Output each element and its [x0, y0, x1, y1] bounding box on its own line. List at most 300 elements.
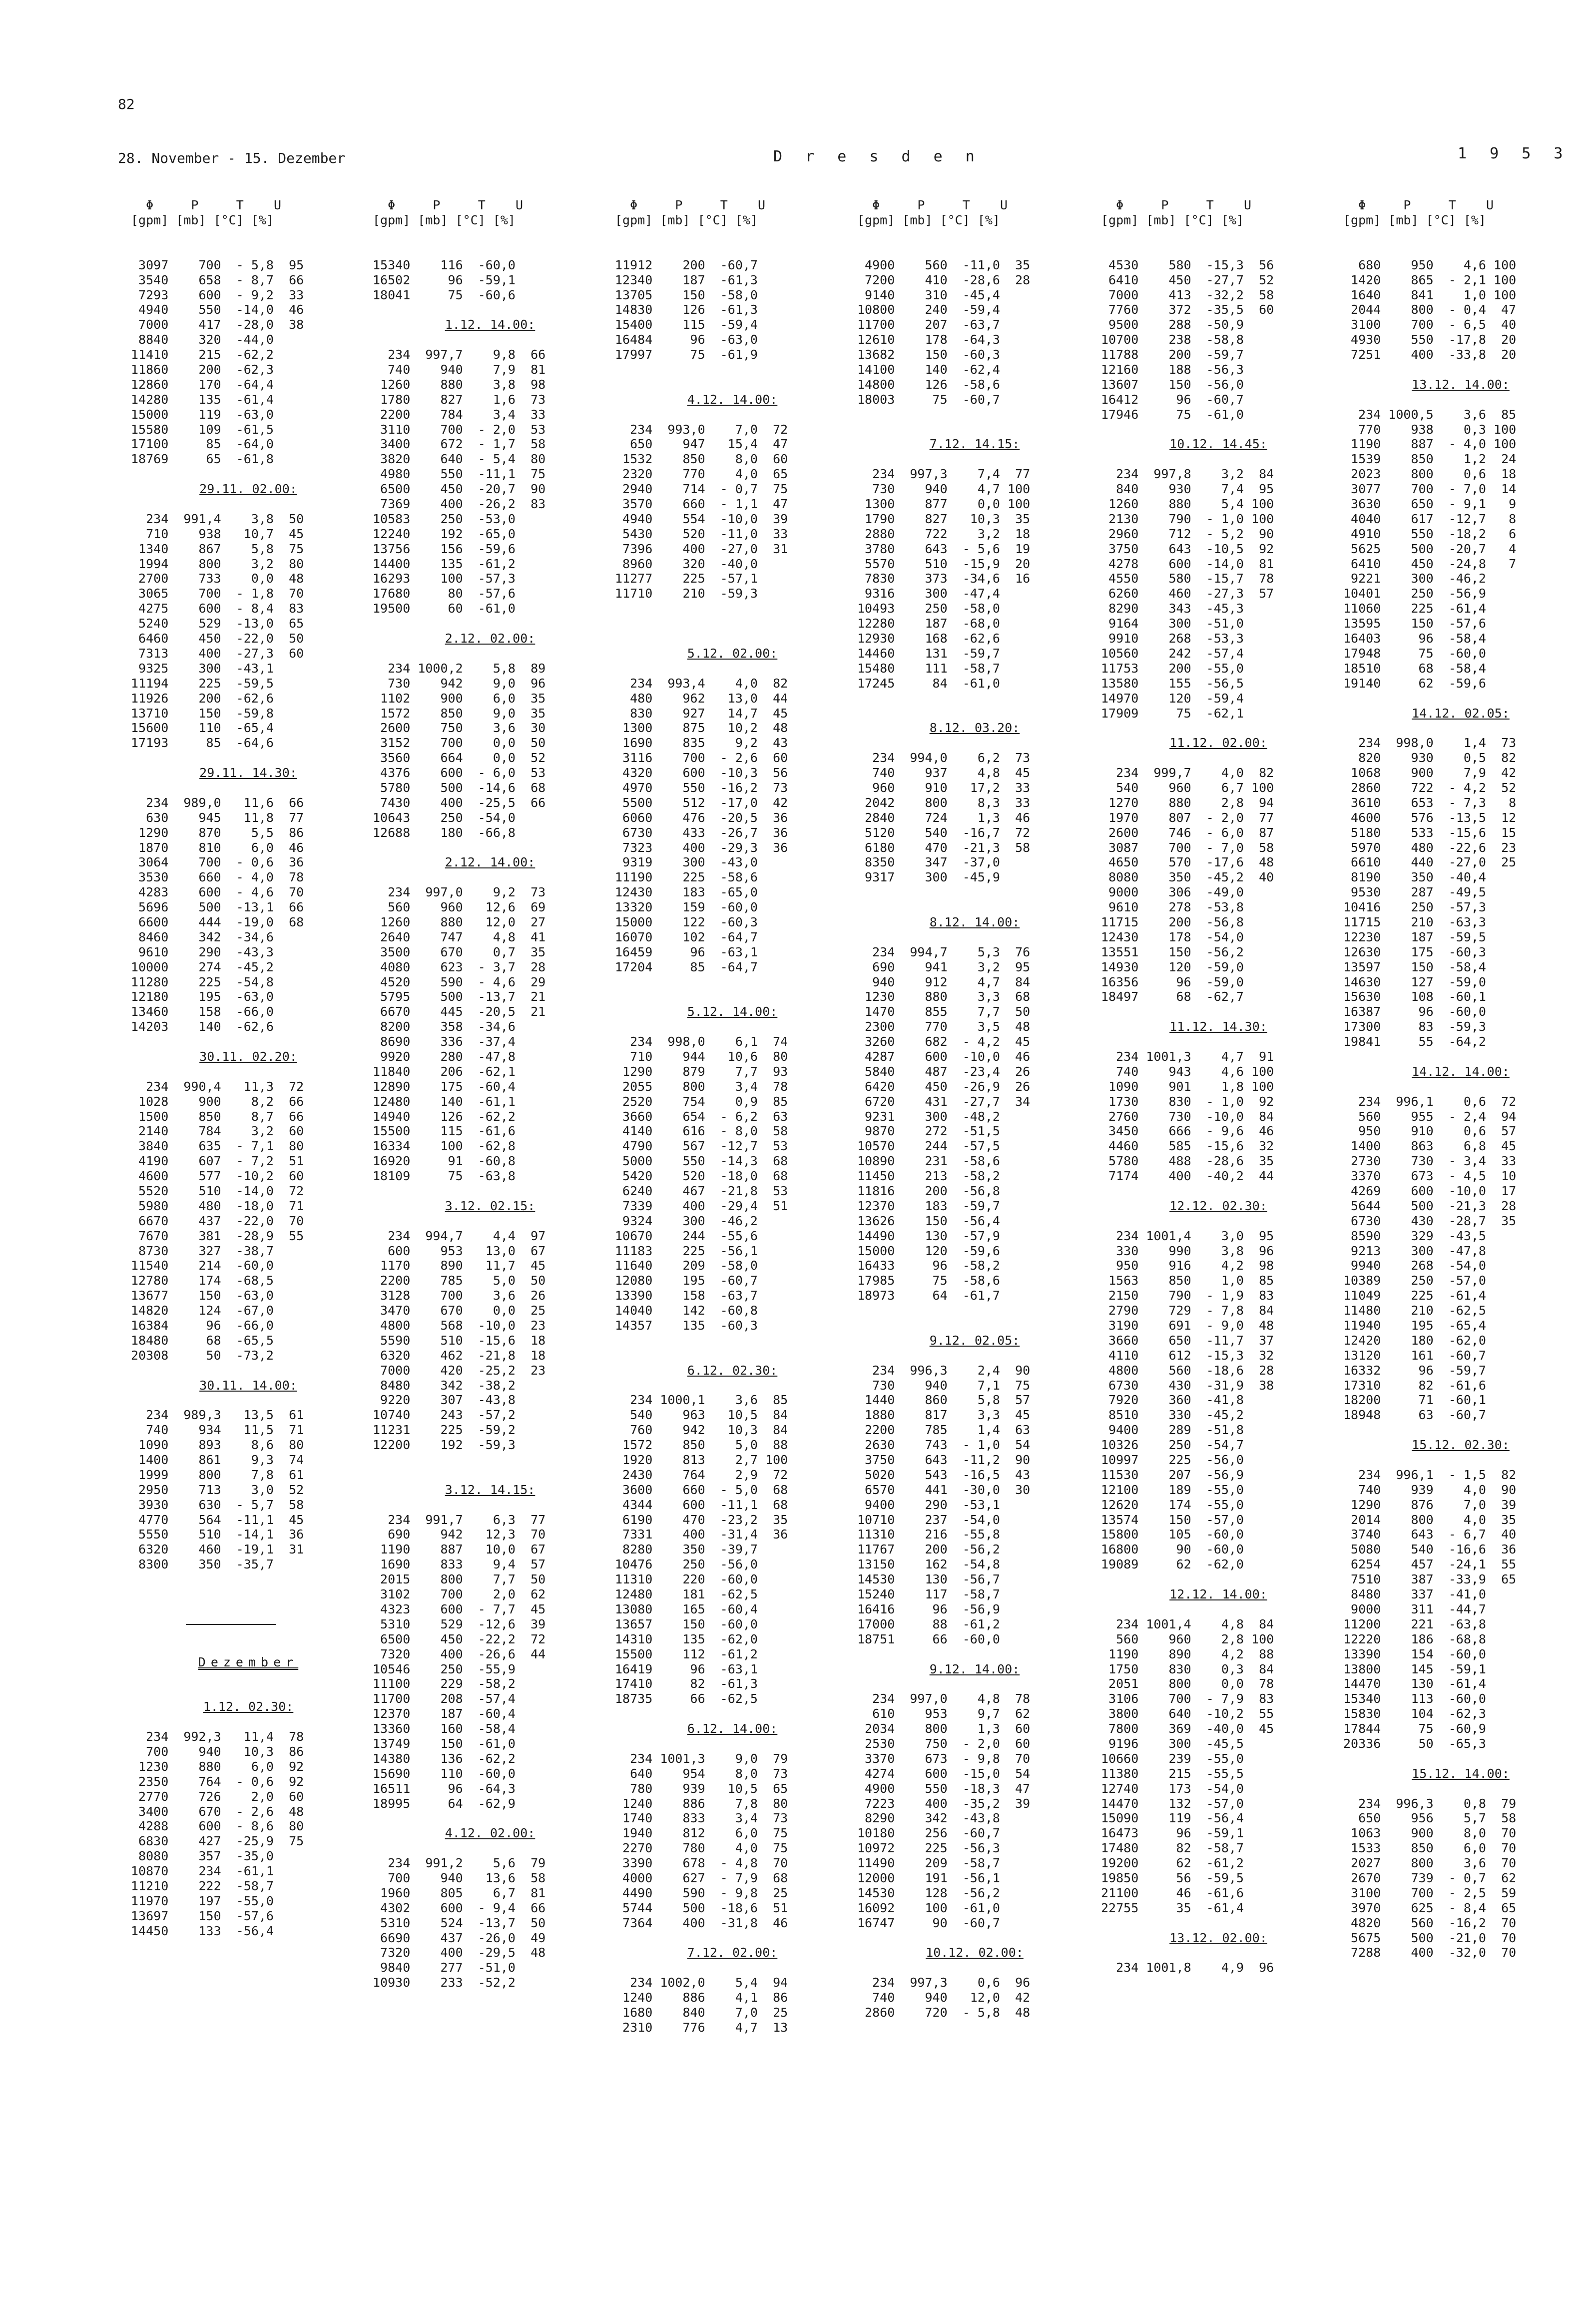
blank-line: [857, 691, 1092, 706]
blank-line: [615, 1348, 850, 1363]
data-row: 14310 135 -62,0: [615, 1631, 788, 1646]
data-row: 11700 208 -57,4: [373, 1691, 546, 1706]
data-row: 7760 372 -35,5 60: [1101, 302, 1274, 317]
data-row: 19200 62 -61,2: [1101, 1856, 1274, 1871]
data-row: 16511 96 -64,3: [373, 1781, 546, 1796]
data-row: 15480 111 -58,7: [857, 661, 1031, 676]
data-row: 234 996,1 - 1,5 82: [1343, 1467, 1517, 1482]
blank-line: [131, 751, 366, 766]
sounding-heading: 29.11. 14.30:: [199, 766, 297, 780]
data-row: 5000 550 -14,3 68: [615, 1154, 788, 1169]
blank-line: [1101, 1214, 1336, 1229]
blank-line: [1101, 1004, 1336, 1019]
data-row: 4940 550 -14,0 46: [131, 302, 304, 317]
data-row: 11767 200 -56,2: [857, 1542, 1031, 1557]
data-row: 10930 233 -52,2: [373, 1975, 546, 1990]
data-row: 13749 150 -61,0: [373, 1736, 546, 1751]
sounding-heading: 15.12. 14.00:: [1412, 1766, 1510, 1781]
data-row: 14630 127 -59,0: [1343, 974, 1517, 989]
data-row: 17410 82 -61,3: [615, 1676, 788, 1691]
data-row: 10546 250 -55,9: [373, 1661, 546, 1676]
data-row: 15690 110 -60,0: [373, 1766, 546, 1781]
data-row: 730 940 7,1 75: [857, 1378, 1031, 1393]
data-row: 234 1001,4 3,0 95: [1101, 1228, 1274, 1243]
blank-line: [373, 1811, 607, 1826]
blank-line: [1101, 1034, 1336, 1049]
data-row: 234 993,0 7,0 72: [615, 422, 788, 437]
data-row: 1470 855 7,7 50: [857, 1004, 1031, 1019]
blank-line: [373, 228, 607, 243]
data-row: 12688 180 -66,8: [373, 825, 546, 840]
data-row: 11480 210 -62,5: [1343, 1303, 1517, 1318]
data-row: 234 1002,0 5,4 94: [615, 1975, 788, 1990]
data-row: 740 943 4,6 100: [1101, 1064, 1274, 1079]
data-row: 16419 96 -63,1: [615, 1661, 788, 1676]
data-row: 1750 830 0,3 84: [1101, 1661, 1274, 1676]
data-row: 12480 140 -61,1: [373, 1094, 546, 1109]
data-row: 6190 470 -23,2 35: [615, 1512, 788, 1527]
data-row: 19500 60 -61,0: [373, 601, 546, 616]
data-row: 830 927 14,7 45: [615, 706, 788, 721]
blank-line: [1101, 1602, 1336, 1617]
data-row: 11231 225 -59,2: [373, 1423, 546, 1438]
data-row: 2310 776 4,7 13: [615, 2020, 788, 2035]
data-row: 10972 225 -56,3: [857, 1841, 1031, 1856]
data-row: 16332 96 -59,7: [1343, 1363, 1517, 1378]
data-row: 14470 132 -57,0: [1101, 1796, 1274, 1811]
data-row: 2027 800 3,6 70: [1343, 1856, 1517, 1871]
blank-line: [615, 975, 850, 990]
sounding-heading: 4.12. 02.00:: [445, 1826, 535, 1841]
data-row: 3400 670 - 2,6 48: [131, 1804, 304, 1819]
data-row: 1300 875 10,2 48: [615, 721, 788, 736]
data-row: 2015 800 7,7 50: [373, 1572, 546, 1587]
data-row: 16092 100 -61,0: [857, 1900, 1031, 1915]
data-row: 2200 785 5,0 50: [373, 1273, 546, 1288]
data-row: 18109 75 -63,8: [373, 1169, 546, 1184]
data-row: 11970 197 -55,0: [131, 1893, 304, 1908]
data-row: 4650 570 -17,6 48: [1101, 855, 1274, 870]
data-row: 1730 830 - 1,0 92: [1101, 1094, 1274, 1109]
data-row: 2130 790 - 1,0 100: [1101, 511, 1274, 526]
data-row: 11788 200 -59,7: [1101, 347, 1274, 362]
data-row: 10670 244 -55,6: [615, 1228, 788, 1243]
sounding-heading: 15.12. 02.30:: [1412, 1438, 1510, 1453]
blank-line: [373, 243, 607, 258]
data-row: 8480 337 -41,0: [1343, 1587, 1517, 1602]
sounding-heading: 7.12. 02.00:: [687, 1945, 778, 1960]
data-row: 2150 790 - 1,9 83: [1101, 1288, 1274, 1303]
data-row: 11100 229 -58,2: [373, 1676, 546, 1691]
sounding-heading: 13.12. 14.00:: [1412, 377, 1510, 392]
blank-line: [131, 1714, 366, 1729]
data-row: 1563 850 1,0 85: [1101, 1273, 1274, 1288]
data-row: 234 994,0 6,2 73: [857, 751, 1031, 766]
data-row: 2960 712 - 5,2 90: [1101, 526, 1274, 541]
data-row: 5120 540 -16,7 72: [857, 825, 1031, 840]
data-row: 10416 250 -57,3: [1343, 900, 1517, 915]
data-row: 17310 82 -61,6: [1343, 1378, 1517, 1393]
data-row: 17300 83 -59,3: [1343, 1019, 1517, 1034]
data-row: 9164 300 -51,0: [1101, 616, 1274, 631]
data-row: 10583 250 -53,0: [373, 511, 546, 526]
blank-line: [857, 885, 1092, 900]
data-row: 5980 480 -18,0 71: [131, 1198, 304, 1213]
data-row: 610 953 9,7 62: [857, 1706, 1031, 1721]
data-row: 16800 90 -60,0: [1101, 1542, 1274, 1557]
data-row: 19850 56 -59,5: [1101, 1870, 1274, 1885]
data-row: 13574 150 -57,0: [1101, 1512, 1274, 1527]
data-row: 18769 65 -61,8: [131, 452, 304, 467]
blank-line: [1343, 1423, 1578, 1438]
data-row: 16387 96 -60,0: [1343, 1004, 1517, 1019]
data-row: 4980 550 -11,1 75: [373, 467, 546, 482]
data-row: 630 945 11,8 77: [131, 810, 304, 825]
data-row: 18497 68 -62,7: [1101, 989, 1274, 1004]
data-row: 13626 150 -56,4: [857, 1213, 1031, 1228]
data-row: 234 991,7 6,3 77: [373, 1512, 546, 1527]
data-row: 9870 272 -51,5: [857, 1124, 1031, 1139]
data-row: 2670 739 - 0,7 62: [1343, 1870, 1517, 1885]
data-row: 1960 805 6,7 81: [373, 1885, 546, 1900]
data-row: 9231 300 -48,2: [857, 1109, 1031, 1124]
sounding-heading: 6.12. 02.30:: [687, 1363, 778, 1378]
data-row: 2430 764 2,9 72: [615, 1467, 788, 1482]
data-row: 330 990 3,8 96: [1101, 1243, 1274, 1258]
data-row: 14100 140 -62,4: [857, 362, 1031, 377]
data-row: 8300 350 -35,7: [131, 1557, 304, 1572]
data-row: 13657 150 -60,0: [615, 1616, 788, 1631]
blank-line: [615, 362, 850, 377]
data-row: 12280 187 -68,0: [857, 616, 1031, 631]
data-row: 6260 460 -27,3 57: [1101, 586, 1274, 601]
data-row: 7510 387 -33,9 65: [1343, 1572, 1517, 1587]
data-row: 234 994,7 5,3 76: [857, 944, 1031, 959]
data-row: 1240 886 7,8 80: [615, 1796, 788, 1811]
data-row: 14400 135 -61,2: [373, 556, 546, 571]
blank-line: [373, 1214, 607, 1229]
data-row: 9920 280 -47,8: [373, 1049, 546, 1064]
data-row: 3610 653 - 7,3 8: [1343, 795, 1517, 810]
data-row: 2790 729 - 7,8 84: [1101, 1303, 1274, 1318]
data-row: 16920 91 -60,8: [373, 1154, 546, 1169]
data-row: 6410 450 -24,8 7: [1343, 556, 1517, 571]
blank-line: [373, 302, 607, 317]
data-row: 1230 880 3,3 68: [857, 989, 1031, 1004]
data-row: 3065 700 - 1,8 70: [131, 586, 304, 601]
data-row: 560 960 12,6 69: [373, 900, 546, 915]
data-row: 3740 643 - 6,7 40: [1343, 1527, 1517, 1542]
data-row: 2770 726 2,0 60: [131, 1789, 304, 1804]
data-row: 7200 410 -28,6 28: [857, 272, 1031, 287]
data-row: 16384 96 -66,0: [131, 1318, 304, 1333]
blank-line: [1101, 751, 1336, 766]
data-row: 2350 764 - 0,6 92: [131, 1774, 304, 1789]
data-row: 10870 234 -61,1: [131, 1864, 304, 1879]
data-row: 13705 150 -58,0: [615, 287, 788, 302]
data-row: 6320 460 -19,1 31: [131, 1542, 304, 1557]
data-row: 16484 96 -63,0: [615, 332, 788, 347]
data-row: 16293 100 -57,3: [373, 571, 546, 586]
data-row: 234 1000,1 3,6 85: [615, 1393, 788, 1408]
data-row: 1090 901 1,8 100: [1101, 1079, 1274, 1094]
data-row: 234 1001,3 9,0 79: [615, 1751, 788, 1766]
data-row: 17997 75 -61,9: [615, 347, 788, 362]
sounding-heading: 11.12. 14.30:: [1169, 1019, 1267, 1034]
data-row: 12240 192 -65,0: [373, 526, 546, 541]
data-row: 9317 300 -45,9: [857, 870, 1031, 885]
data-row: 7364 400 -31,8 46: [615, 1915, 788, 1930]
data-row: 740 940 7,9 81: [373, 362, 546, 377]
data-row: 10710 237 -54,0: [857, 1512, 1031, 1527]
data-row: 18041 75 -60,6: [373, 287, 546, 302]
data-row: 17985 75 -58,6: [857, 1273, 1031, 1288]
data-row: 18480 68 -65,5: [131, 1333, 304, 1348]
data-row: 13710 150 -59,8: [131, 706, 304, 721]
data-row: 1690 835 9,2 43: [615, 736, 788, 751]
data-row: 8460 342 -34,6: [131, 929, 304, 944]
data-row: 12610 178 -64,3: [857, 332, 1031, 347]
data-row: 9940 268 -54,0: [1343, 1258, 1517, 1273]
blank-line: [615, 1378, 850, 1393]
blank-line: [615, 1931, 850, 1946]
data-row: 12000 191 -56,1: [857, 1870, 1031, 1885]
data-row: 3370 673 - 4,5 10: [1343, 1169, 1517, 1184]
blank-line: [857, 243, 1092, 258]
data-row: 17844 75 -60,9: [1343, 1721, 1517, 1736]
data-row: 13580 155 -56,5: [1101, 676, 1274, 691]
data-row: 8690 336 -37,4: [373, 1034, 546, 1049]
data-row: 1190 887 10,0 67: [373, 1542, 546, 1557]
blank-line: [857, 407, 1092, 422]
data-row: 8480 342 -38,2: [373, 1378, 546, 1393]
blank-line: [1343, 228, 1578, 243]
data-row: 2042 800 8,3 33: [857, 795, 1031, 810]
blank-line: [1343, 1079, 1578, 1094]
blank-line: [131, 1625, 366, 1640]
sounding-heading: 9.12. 14.00:: [929, 1661, 1020, 1676]
data-row: 20336 50 -65,3: [1343, 1736, 1517, 1751]
sounding-heading: 5.12. 02.00:: [687, 646, 778, 661]
data-row: 940 912 4,7 84: [857, 974, 1031, 989]
data-row: 700 940 10,3 86: [131, 1744, 304, 1759]
data-row: 9325 300 -43,1: [131, 661, 304, 676]
data-row: 7800 369 -40,0 45: [1101, 1721, 1274, 1736]
data-row: 10800 240 -59,4: [857, 302, 1031, 317]
blank-line: [857, 1647, 1092, 1662]
sounding-heading: 30.11. 14.00:: [199, 1378, 297, 1393]
data-row: 1290 876 7,0 39: [1343, 1497, 1517, 1512]
data-row: 4323 600 - 7,7 45: [373, 1601, 546, 1616]
data-row: 4530 580 -15,3 56: [1101, 257, 1274, 272]
data-row: 1420 865 - 2,1 100: [1343, 272, 1517, 287]
data-row: 17204 85 -64,7: [615, 959, 788, 974]
data-row: 12430 178 -54,0: [1101, 929, 1274, 944]
data-row: 2014 800 4,0 35: [1343, 1512, 1517, 1527]
data-row: 18003 75 -60,7: [857, 392, 1031, 407]
blank-line: [1343, 243, 1578, 258]
data-row: 10560 242 -57,4: [1101, 646, 1274, 661]
data-row: 1400 861 9,3 74: [131, 1453, 304, 1468]
data-row: 11380 215 -55,5: [1101, 1766, 1274, 1781]
data-row: 15500 115 -61,6: [373, 1124, 546, 1139]
data-row: 11200 221 -63,8: [1343, 1616, 1517, 1631]
data-row: 13390 158 -63,7: [615, 1288, 788, 1303]
month-heading: Dezember: [198, 1654, 299, 1669]
data-row: 234 997,7 9,8 66: [373, 347, 546, 362]
data-row: 1500 850 8,7 66: [131, 1109, 304, 1124]
data-row: 12860 170 -64,4: [131, 377, 304, 392]
data-row: 14530 130 -56,7: [857, 1572, 1031, 1587]
data-row: 5420 520 -18,0 68: [615, 1169, 788, 1184]
sounding-heading: 9.12. 02.05:: [929, 1333, 1020, 1348]
blank-line: [131, 243, 366, 258]
data-row: 2200 784 3,4 33: [373, 407, 546, 422]
data-row: 9213 300 -47,8: [1343, 1243, 1517, 1258]
sounding-heading: 5.12. 14.00:: [687, 1004, 778, 1019]
data-row: 7430 400 -25,5 66: [373, 795, 546, 810]
data-row: 234 993,4 4,0 82: [615, 676, 788, 691]
data-row: 7320 400 -26,6 44: [373, 1646, 546, 1661]
data-row: 11700 207 -63,7: [857, 317, 1031, 332]
data-row: 4269 600 -10,0 17: [1343, 1184, 1517, 1198]
data-row: 13080 165 -60,4: [615, 1601, 788, 1616]
data-row: 1068 900 7,9 42: [1343, 766, 1517, 780]
data-row: 4302 600 - 9,4 66: [373, 1900, 546, 1915]
data-row: 2320 770 4,0 65: [615, 467, 788, 482]
data-row: 7251 400 -33,8 20: [1343, 347, 1517, 362]
data-row: 2600 750 3,6 30: [373, 721, 546, 736]
data-row: 9316 300 -47,4: [857, 586, 1031, 601]
data-row: 11277 225 -57,1: [615, 571, 788, 586]
data-row: 2630 743 - 1,0 54: [857, 1438, 1031, 1453]
blank-line: [131, 1640, 366, 1655]
data-row: 2200 785 1,4 63: [857, 1423, 1031, 1438]
data-row: 3400 672 - 1,7 58: [373, 437, 546, 452]
sounding-heading: 8.12. 03.20:: [929, 721, 1020, 736]
blank-line: [131, 467, 366, 482]
data-row: 14450 133 -56,4: [131, 1923, 304, 1938]
data-row: 12100 189 -55,0: [1101, 1482, 1274, 1497]
data-row: 16433 96 -58,2: [857, 1258, 1031, 1273]
data-row: 820 930 0,5 82: [1343, 751, 1517, 766]
column-units: [gpm] [mb] [°C] [%]: [857, 213, 1000, 227]
data-row: 13697 150 -57,6: [131, 1908, 304, 1923]
data-row: 1190 887 - 4,0 100: [1343, 437, 1517, 452]
data-row: 4820 560 -16,2 70: [1343, 1915, 1517, 1930]
data-row: 11926 200 -62,6: [131, 691, 304, 706]
data-row: 5500 512 -17,0 42: [615, 795, 788, 810]
data-row: 6180 470 -21,3 58: [857, 840, 1031, 855]
data-row: 6730 430 -28,7 35: [1343, 1213, 1517, 1228]
blank-line: [131, 1684, 366, 1699]
data-row: 234 1001,8 4,9 96: [1101, 1960, 1274, 1975]
data-row: 2051 800 0,0 78: [1101, 1676, 1274, 1691]
sounding-heading: 2.12. 02.00:: [445, 631, 535, 646]
data-row: 14203 140 -62,6: [131, 1019, 304, 1034]
data-row: 1102 900 6,0 35: [373, 691, 546, 706]
data-row: 1260 880 12,0 27: [373, 914, 546, 929]
data-row: 1539 850 1,2 24: [1343, 452, 1517, 467]
data-row: 7174 400 -40,2 44: [1101, 1169, 1274, 1184]
data-row: 13597 150 -58,4: [1343, 959, 1517, 974]
data-row: 6610 440 -27,0 25: [1343, 855, 1517, 870]
blank-line: [857, 706, 1092, 721]
data-row: 6500 450 -20,7 90: [373, 482, 546, 497]
data-column-2: [373, 198, 607, 1990]
data-row: 3106 700 - 7,9 83: [1101, 1691, 1274, 1706]
data-row: 2840 724 1,3 46: [857, 810, 1031, 825]
data-row: 7288 400 -32,0 70: [1343, 1945, 1517, 1960]
data-row: 3100 700 - 6,5 40: [1343, 317, 1517, 332]
data-row: 11410 215 -62,2: [131, 347, 304, 362]
data-row: 690 942 12,3 70: [373, 1527, 546, 1542]
data-row: 5970 480 -22,6 23: [1343, 840, 1517, 855]
data-row: 14380 136 -62,2: [373, 1751, 546, 1766]
data-row: 11540 214 -60,0: [131, 1258, 304, 1273]
data-row: 5780 488 -28,6 35: [1101, 1154, 1274, 1169]
data-row: 3840 635 - 7,1 80: [131, 1139, 304, 1154]
blank-line: [615, 1960, 850, 1975]
data-row: 5570 510 -15,9 20: [857, 556, 1031, 571]
data-row: 234 1001,3 4,7 91: [1101, 1049, 1274, 1064]
data-row: 1240 886 4,1 86: [615, 1990, 788, 2005]
data-row: 12630 175 -60,3: [1343, 944, 1517, 959]
data-row: 20308 50 -73,2: [131, 1348, 304, 1363]
data-row: 14930 120 -59,0: [1101, 959, 1274, 974]
sounding-heading: 14.12. 14.00:: [1412, 1064, 1510, 1079]
data-column-4: [857, 198, 1092, 2020]
blank-line: [131, 1587, 366, 1602]
data-row: 6320 462 -21,8 18: [373, 1348, 546, 1363]
blank-line: [373, 1468, 607, 1483]
data-row: 13682 150 -60,3: [857, 347, 1031, 362]
data-row: 234 1000,2 5,8 89: [373, 661, 546, 676]
column-header: Φ P T U: [857, 198, 1008, 212]
data-row: 13595 150 -57,6: [1343, 616, 1517, 631]
data-row: 2700 733 0,0 48: [131, 571, 304, 586]
data-row: 11310 220 -60,0: [615, 1572, 788, 1587]
data-row: 1940 812 6,0 75: [615, 1826, 788, 1841]
sounding-heading: 11.12. 02.00:: [1169, 736, 1267, 751]
data-row: 10389 250 -57,0: [1343, 1273, 1517, 1288]
data-row: 10476 250 -56,0: [615, 1557, 788, 1572]
data-row: 6730 433 -26,7 36: [615, 825, 788, 840]
data-row: 11715 210 -63,3: [1343, 914, 1517, 929]
data-row: 4080 623 - 3,7 28: [373, 959, 546, 974]
column-units: [gpm] [mb] [°C] [%]: [131, 213, 274, 227]
data-row: 16416 96 -56,9: [857, 1601, 1031, 1616]
sounding-heading: 12.12. 14.00:: [1169, 1587, 1267, 1602]
blank-line: [131, 1034, 366, 1049]
data-row: 680 950 4,6 100: [1343, 257, 1517, 272]
data-row: 19089 62 -62,0: [1101, 1557, 1274, 1572]
data-row: 2860 722 - 4,2 52: [1343, 780, 1517, 795]
data-row: 760 942 10,3 84: [615, 1423, 788, 1438]
data-row: 2530 750 - 2,0 60: [857, 1736, 1031, 1751]
data-row: 11210 222 -58,7: [131, 1878, 304, 1893]
data-row: 7293 600 - 9,2 33: [131, 287, 304, 302]
data-row: 13677 150 -63,0: [131, 1288, 304, 1303]
data-row: 3077 700 - 7,0 14: [1343, 482, 1517, 497]
data-row: 18948 63 -60,7: [1343, 1408, 1517, 1423]
data-row: 1260 880 3,8 98: [373, 377, 546, 392]
data-row: 4770 564 -11,1 45: [131, 1512, 304, 1527]
data-row: 480 962 13,0 44: [615, 691, 788, 706]
data-row: 14280 135 -61,4: [131, 392, 304, 407]
data-row: 11190 225 -58,6: [615, 870, 788, 885]
column-header: Φ P T U: [1343, 198, 1494, 212]
